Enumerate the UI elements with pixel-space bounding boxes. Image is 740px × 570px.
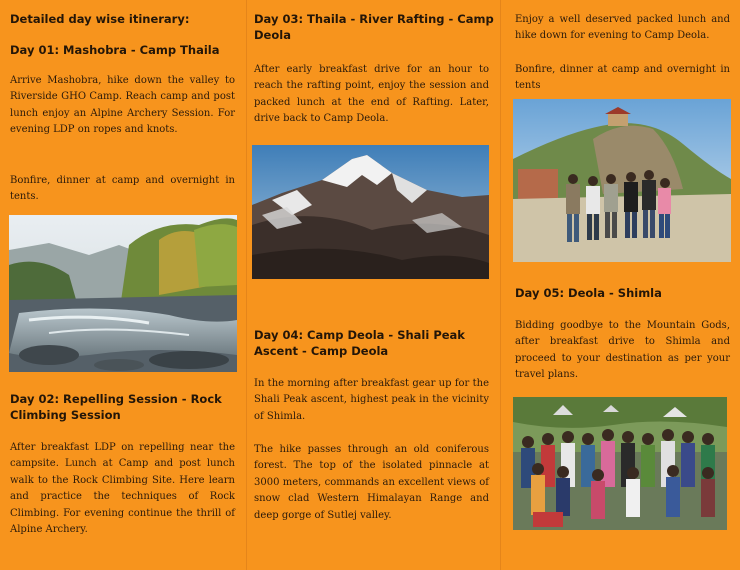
day1-heading: Day 01: Mashobra - Camp Thaila [10,43,220,57]
day1-evening: Bonfire, dinner at camp and overnight in tents. [10,175,235,203]
group-camp-photo [513,397,727,530]
day4-evening-text: Bonfire, dinner at camp and overnight in tents [515,64,730,92]
mountain-peak-photo [252,145,489,279]
column-divider [246,0,247,570]
day3-description: After early breakfast drive for an hour to reach the rafting point, enjoy the session and packed lunch at the end of Rafting. Later, drive back to Camp Deola. [254,64,489,125]
day2-heading: Day 02: Repelling Session - Rock Climbing Session [10,392,222,422]
day5-description: Bidding goodbye to the Mountain Gods, after breakfast drive to Shimla and proceed to your destination as per your travel plans. [515,320,730,381]
day1-description: Arrive Mashobra, hike down the valley to Riverside GHO Camp. Reach camp and post lunch enjoy an Alpine Archery Session. For evening LDP on ropes and knots. [10,75,235,136]
day4-description: In the morning after breakfast gear up for the Shali Peak ascent, highest peak in the vicinity of Shimla. [254,378,489,422]
itinerary-title: Detailed day wise itinerary: [10,12,190,26]
day4-heading: Day 04: Camp Deola - Shali Peak Ascent - Camp Deola [254,328,465,358]
day4-hike-details: The hike passes through an old coniferous forest. The top of the isolated pinnacle at 3000 meters, commands an excellent views of snow clad Western Himalayan Range and deep gorge of Sutlej valley. [254,444,489,521]
river-photo [9,215,237,372]
day5-heading: Day 05: Deola - Shimla [515,286,662,300]
day2-description: After breakfast LDP on repelling near the campsite. Lunch at Camp and post lunch walk to the Rock Climbing Site. Here learn and practice the techniques of Rock Climbing. For evening continue the thrill of Alpine Archery. [10,442,235,536]
day3-heading: Day 03: Thaila - River Rafting - Camp Deola [254,12,494,42]
group-hilltop-photo [513,99,731,262]
column-divider [500,0,501,570]
day4-lunch-text: Enjoy a well deserved packed lunch and hike down for evening to Camp Deola. [515,14,730,42]
